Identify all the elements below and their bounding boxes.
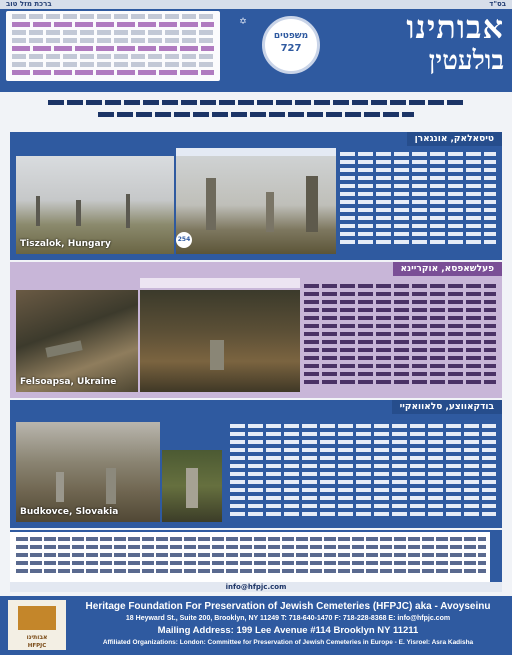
section-tiszalok [10,132,502,260]
masthead [0,0,512,92]
photo-location-label: Tiszalok, Hungary [20,239,111,249]
mailing-address: Mailing Address: 199 Lee Avenue #114 Brooklyn NY 11211 [157,625,419,636]
issue-label: משפטים [273,31,309,41]
masthead-emblem: ✡ [239,17,247,27]
masthead-info-box [6,11,220,81]
section-budkovce [10,400,502,528]
title-line-2: בולעטין [428,46,504,76]
section-heading: פעלשאפסא, אוקריינא [393,262,503,276]
headline [8,94,504,124]
section-body-text [304,280,496,384]
photo-location-label: Budkovce, Slovakia [20,507,119,517]
donors-list [10,530,502,584]
footer [0,596,512,655]
foundation-logo [8,600,66,650]
cemetery-photo [176,156,336,254]
cemetery-photo [16,156,174,254]
section-heading: טיסאלאק, אונגארן [407,132,502,146]
donors-tag [490,532,502,582]
title-line-1: אבותינו [406,8,504,46]
masthead-title [304,9,504,79]
section-heading: בודקאווצע, סלאוואקיי [392,400,502,414]
cemetery-photo [16,422,160,522]
logo-caption-latin: HFPJC [27,643,47,649]
cemetery-photo [16,290,138,392]
affiliated-orgs: Affiliated Organizations: London: Committee for Preservation of Jewish Cemeteries in Europe - E. Yisroel: Asra Kadisha [102,639,474,646]
logo-caption: אבותינו [26,634,48,641]
building-icon [18,606,56,630]
issue-number: 727 [280,43,302,54]
photo-number-badge: 254 [176,232,192,248]
top-left-label: ברכת מזל טוב [6,0,52,8]
photo-location-label: Felsoapsa, Ukraine [20,377,117,387]
section-body-text [340,148,496,244]
org-address: 18 Heyward St., Suite 200, Brooklyn, NY 11249 T: 718-640-1470 F: 718-228-8368 E: info@hfpjc.com [125,615,451,622]
cemetery-photo [140,290,300,392]
top-right-label: בס"ד [489,0,506,8]
photo-caption [140,278,300,288]
contact-email[interactable]: info@hfpjc.com [10,582,502,592]
section-body-text [230,420,496,516]
cemetery-photo [162,450,222,522]
org-name: Heritage Foundation For Preservation of Jewish Cemeteries (HFPJC) aka - Avoyseinu [85,601,491,612]
section-felsoapsa [10,262,502,398]
